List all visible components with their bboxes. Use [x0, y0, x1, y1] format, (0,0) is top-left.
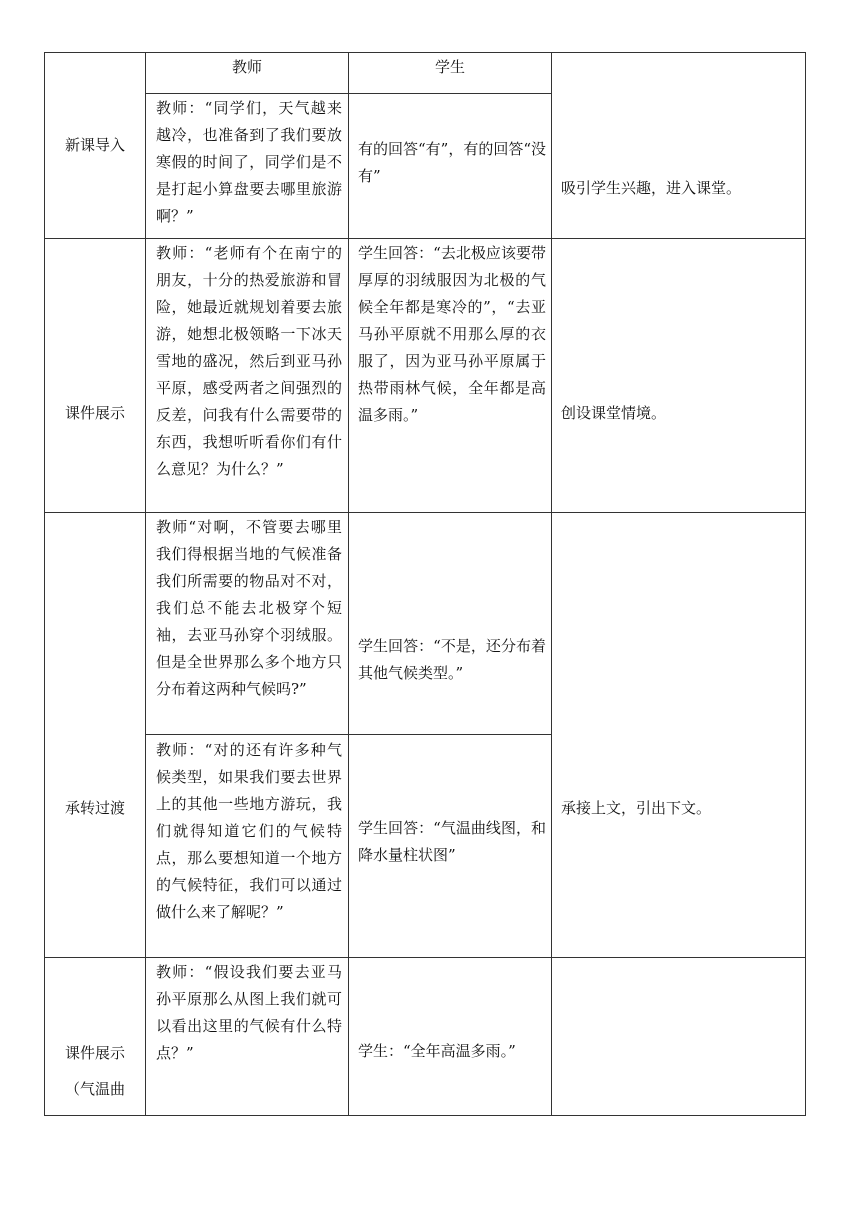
display2-teacher-text: 教师：“假设我们要去亚马孙平原那么从图上我们就可以看出这里的气候有什么特点？” — [156, 963, 342, 1062]
display1-student-text: 学生回答：“去北极应该要带厚厚的羽绒服因为北极的气候全年都是寒冷的”，“去亚马孙平原就不用那么厚的衣服了，因为亚马孙平原属于热带雨林气候，全年都是高温多雨。” — [358, 244, 546, 424]
transition-student-text-a: 学生回答：“不是，还分布着其他气候类型。” — [358, 637, 546, 682]
display1-teacher-text: 教师：“老师有个在南宁的朋友，十分的热爱旅游和冒险，她最近就规划着要去旅游，她想北极领略一下冰天雪地的盛况，然后到亚马孙平原，感受两者之间强烈的反差，问我有什么需要带的东西，我想听听看你们有什么意见？为什么？” — [156, 244, 342, 478]
stage-display2-line1: 课件展示 — [64, 1044, 125, 1062]
intro-intent-text: 吸引学生兴趣，进入课堂。 — [561, 179, 742, 197]
transition-teacher-text-b: 教师：“对的还有许多种气候类型，如果我们要去世界上的其他一些地方游玩，我们就得知道它们的气候特点，那么要想知道一个地方的气候特征，我们可以通过做什么来了解呢？” — [156, 741, 342, 921]
intro-teacher-text: 教师：“同学们，天气越来越冷，也准备到了我们要放寒假的时间了，同学们是不是打起小算盘要去哪里旅游啊？” — [156, 99, 342, 225]
transition-teacher-text-a: 教师“对啊，不管要去哪里我们得根据当地的气候准备我们所需要的物品对不对，我们总不能去北极穿个短袖，去亚马孙穿个羽绒服。但是全世界那么多个地方只分布着这两种气候吗?” — [156, 518, 342, 698]
transition-intent-text: 承接上文，引出下文。 — [561, 799, 712, 817]
header-student: 学生 — [434, 58, 465, 76]
stage-transition: 承转过渡 — [64, 799, 125, 817]
stage-display2-line2: （气温曲 — [64, 1080, 125, 1098]
display2-student-text: 学生：“全年高温多雨。” — [358, 1042, 516, 1060]
stage-intro: 新课导入 — [64, 136, 125, 154]
transition-student-text-b: 学生回答：“气温曲线图，和降水量柱状图” — [358, 819, 546, 864]
stage-display1: 课件展示 — [64, 404, 125, 422]
header-teacher: 教师 — [231, 58, 262, 76]
display1-intent-text: 创设课堂情境。 — [561, 404, 667, 422]
intro-student-text: 有的回答“有”，有的回答“没有” — [358, 140, 547, 185]
